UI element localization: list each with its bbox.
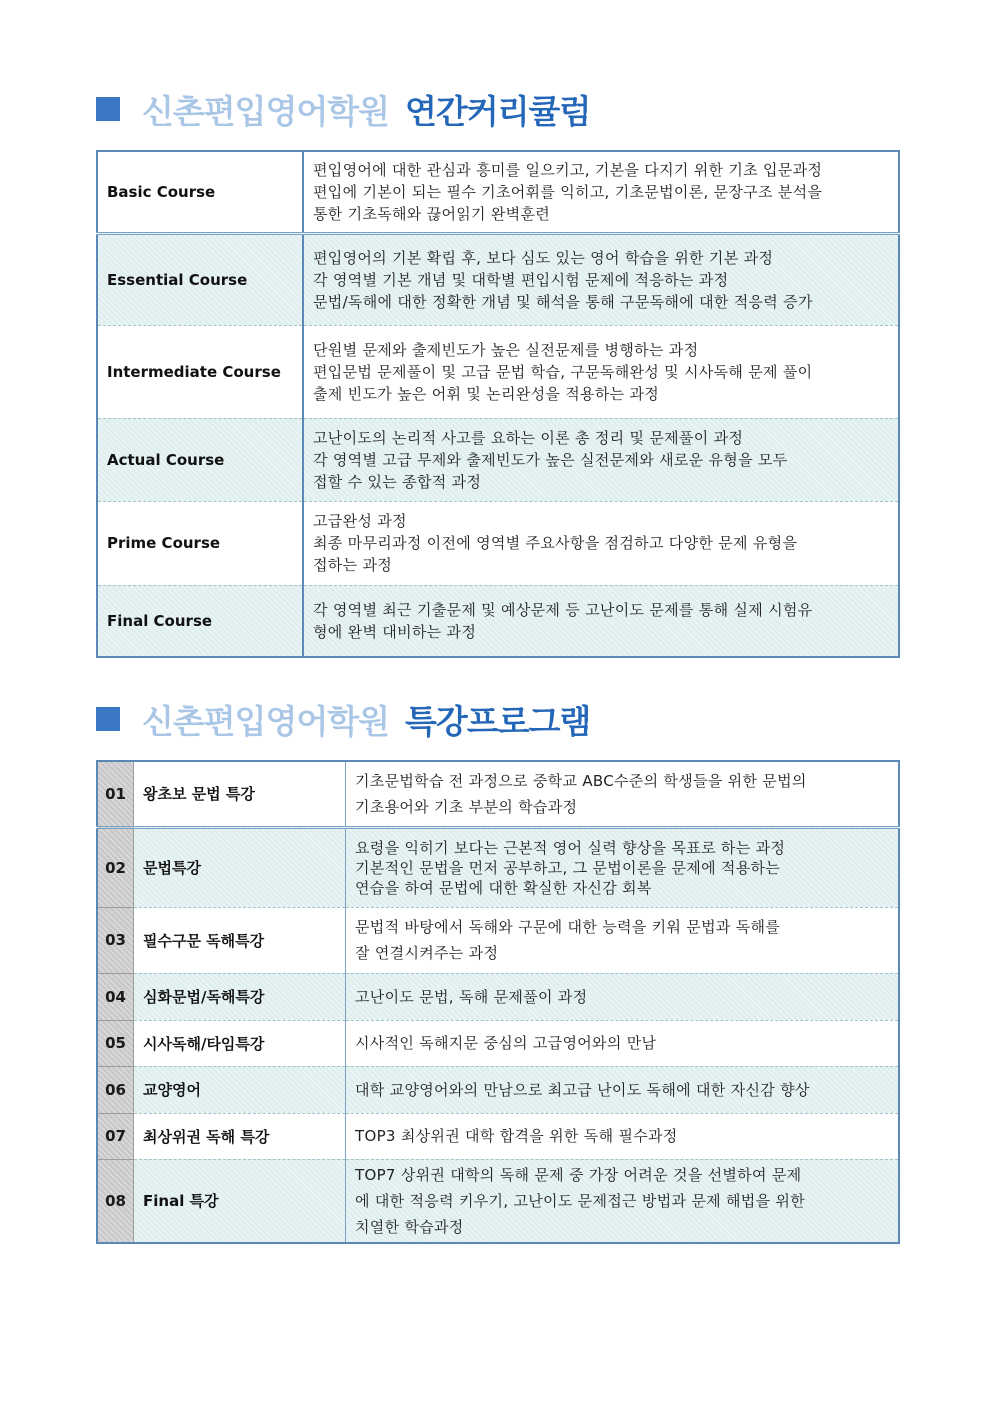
program-number: 04 (97, 973, 134, 1020)
program-row (97, 1159, 899, 1243)
programs-heading-prefix: 신촌편입영어학원 (142, 701, 390, 741)
description-line: 편입문법 문제풀이 및 고급 문법 학습, 구문독해완성 및 시사독해 문제 풀이 (313, 362, 813, 381)
program-description (346, 1020, 900, 1066)
description-line: 에 대한 적응력 키우기, 고난이도 문제접근 방법과 문제 해법을 위한 (355, 1191, 806, 1210)
description-line: 편입영어의 기본 확립 후, 보다 심도 있는 영어 학습을 위한 기본 과정 (313, 248, 774, 267)
course-name: Essential Course (97, 233, 303, 325)
program-number: 03 (97, 907, 134, 973)
description-line: 치열한 학습과정 (355, 1217, 464, 1236)
program-number: 01 (97, 761, 134, 827)
description-line: 문법/독해에 대한 정확한 개념 및 해석을 통해 구문독해에 대한 적응력 증가 (313, 292, 813, 311)
program-description (346, 827, 900, 907)
description-line: TOP3 최상위권 대학 합격을 위한 독해 필수과정 (355, 1127, 678, 1145)
program-description (346, 1066, 900, 1113)
program-description (346, 1159, 900, 1243)
description-line: 접하는 과정 (313, 556, 393, 574)
program-title: Final 특강 (134, 1159, 346, 1243)
program-title: 교양영어 (134, 1066, 346, 1113)
course-row (97, 501, 899, 585)
program-description (346, 761, 900, 827)
program-row (97, 1020, 899, 1066)
course-row (97, 151, 899, 233)
course-name: Final Course (97, 585, 303, 657)
course-description (303, 418, 899, 501)
square-bullet-icon (96, 707, 120, 731)
course-name: Intermediate Course (97, 325, 303, 418)
program-number: 08 (97, 1159, 134, 1243)
program-title: 최상위권 독해 특강 (134, 1113, 346, 1159)
curriculum-table (96, 150, 900, 658)
description-line: 단원별 문제와 출제빈도가 높은 실전문제를 병행하는 과정 (313, 340, 699, 359)
course-description (303, 233, 899, 325)
description-line: 편입에 기본이 되는 필수 기초어휘를 익히고, 기초문법이론, 문장구조 분석을 (313, 182, 823, 201)
program-description (346, 907, 900, 973)
course-row (97, 233, 899, 325)
programs-heading-title: 특강프로그램 (405, 701, 591, 741)
program-number: 02 (97, 827, 134, 907)
curriculum-heading-title: 연간커리큘럼 (405, 91, 591, 131)
program-number: 07 (97, 1113, 134, 1159)
description-line: 최종 마무리과정 이전에 영역별 주요사항을 점검하고 다양한 문제 유형을 (313, 534, 798, 552)
description-line: 고급완성 과정 (313, 512, 407, 530)
description-line: 접할 수 있는 종합적 과정 (313, 472, 482, 491)
program-title: 심화문법/독해특강 (134, 973, 346, 1020)
description-line: TOP7 상위권 대학의 독해 문제 중 가장 어려운 것을 선별하여 문제 (355, 1165, 802, 1184)
description-line: 각 영역별 최근 기출문제 및 예상문제 등 고난이도 문제를 통해 실제 시험유 (313, 600, 813, 619)
description-line: 시사적인 독해지문 중심의 고급영어와의 만남 (355, 1034, 657, 1052)
course-name: Prime Course (97, 501, 303, 585)
description-line: 기초용어와 기초 부분의 학습과정 (355, 797, 578, 816)
program-number: 05 (97, 1020, 134, 1066)
program-row (97, 1113, 899, 1159)
course-description (303, 501, 899, 585)
description-line: 각 영역별 고급 무제와 출제빈도가 높은 실전문제와 새로운 유형을 모두 (313, 450, 788, 469)
course-description (303, 585, 899, 657)
course-description (303, 325, 899, 418)
program-row (97, 907, 899, 973)
program-number: 06 (97, 1066, 134, 1113)
course-row (97, 585, 899, 657)
program-title: 필수구문 독해특강 (134, 907, 346, 973)
description-line: 각 영역별 기본 개념 및 대학별 편입시험 문제에 적응하는 과정 (313, 270, 729, 289)
program-title: 시사독해/타임특강 (134, 1020, 346, 1066)
program-title: 왕초보 문법 특강 (134, 761, 346, 827)
description-line: 고난이도의 논리적 사고를 요하는 이론 총 정리 및 문제풀이 과정 (313, 428, 744, 447)
description-line: 통한 기초독해와 끊어읽기 완벽훈련 (313, 204, 551, 223)
description-line: 편입영어에 대한 관심과 흥미를 일으키고, 기본을 다지기 위한 기초 입문과정 (313, 160, 823, 179)
program-row (97, 827, 899, 907)
program-row (97, 761, 899, 827)
description-line: 고난이도 문법, 독해 문제풀이 과정 (355, 987, 588, 1006)
programs-table (96, 760, 900, 1244)
square-bullet-icon (96, 97, 120, 121)
description-line: 출제 빈도가 높은 어휘 및 논리완성을 적용하는 과정 (313, 384, 660, 403)
description-line: 연습을 하여 문법에 대한 확실한 자신감 회복 (355, 878, 652, 897)
program-row (97, 1066, 899, 1113)
curriculum-heading (96, 84, 590, 134)
course-description (303, 151, 899, 233)
program-row (97, 973, 899, 1020)
program-title: 문법특강 (134, 827, 346, 907)
course-row (97, 418, 899, 501)
description-line: 잘 연결시켜주는 과정 (355, 944, 499, 962)
program-description (346, 973, 900, 1020)
description-line: 기본적인 문법을 먼저 공부하고, 그 문법이론을 문제에 적용하는 (355, 858, 781, 877)
description-line: 문법적 바탕에서 독해와 구문에 대한 능력을 키워 문법과 독해를 (355, 918, 781, 936)
description-line: 기초문법학습 전 과정으로 중학교 ABC수준의 학생들을 위한 문법의 (355, 771, 807, 790)
program-description (346, 1113, 900, 1159)
course-name: Basic Course (97, 151, 303, 233)
programs-heading (96, 694, 590, 744)
course-row (97, 325, 899, 418)
description-line: 요령을 익히기 보다는 근본적 영어 실력 향상을 목표로 하는 과정 (355, 838, 786, 857)
curriculum-heading-prefix: 신촌편입영어학원 (142, 91, 390, 131)
course-name: Actual Course (97, 418, 303, 501)
description-line: 대학 교양영어와의 만남으로 최고급 난이도 독해에 대한 자신감 향상 (355, 1080, 810, 1099)
description-line: 형에 완벽 대비하는 과정 (313, 622, 477, 641)
